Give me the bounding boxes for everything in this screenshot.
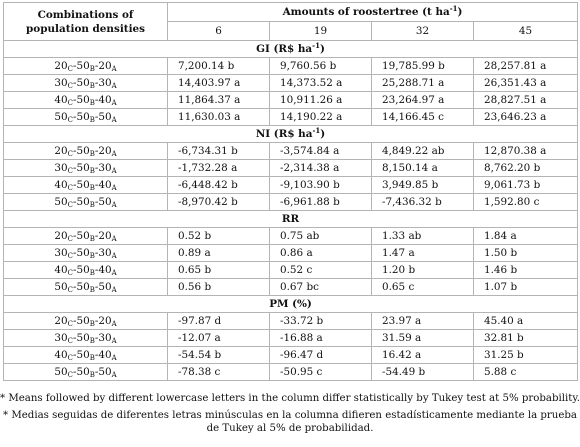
table-row bbox=[4, 228, 578, 245]
table-row bbox=[4, 109, 578, 126]
value-cell: 19,785.99 b bbox=[372, 58, 474, 75]
table-row bbox=[4, 75, 578, 92]
combination-label: $50_C-50_B-50_A$ bbox=[4, 279, 168, 296]
value-cell: -7,436.32 b bbox=[372, 194, 474, 211]
value-cell: -12.07 a bbox=[168, 330, 270, 347]
value-cell: 11,864.37 a bbox=[168, 92, 270, 109]
value-cell: 45.40 a bbox=[474, 313, 578, 330]
value-cell: 4,849.22 ab bbox=[372, 143, 474, 160]
value-cell: 0.52 c bbox=[270, 262, 372, 279]
level-header: 19 bbox=[270, 22, 372, 41]
value-cell: -54.54 b bbox=[168, 347, 270, 364]
value-cell: 0.67 bc bbox=[270, 279, 372, 296]
value-cell: 0.75 ab bbox=[270, 228, 372, 245]
table-row bbox=[4, 330, 578, 347]
value-cell: 14,190.22 a bbox=[270, 109, 372, 126]
value-cell: -16.88 a bbox=[270, 330, 372, 347]
value-cell: 1.50 b bbox=[474, 245, 578, 262]
value-cell: 3,949.85 b bbox=[372, 177, 474, 194]
combination-label: $30_C-50_B-30_A$ bbox=[4, 245, 168, 262]
value-cell: -6,448.42 b bbox=[168, 177, 270, 194]
table-body bbox=[4, 41, 578, 381]
value-cell: 0.65 c bbox=[372, 279, 474, 296]
value-cell: 0.52 b bbox=[168, 228, 270, 245]
table-row bbox=[4, 245, 578, 262]
value-cell: 1,592.80 c bbox=[474, 194, 578, 211]
value-cell: -8,970.42 b bbox=[168, 194, 270, 211]
value-cell: 23,646.23 a bbox=[474, 109, 578, 126]
value-cell: 16.42 a bbox=[372, 347, 474, 364]
table-row bbox=[4, 194, 578, 211]
table-row bbox=[4, 313, 578, 330]
section-header-row bbox=[4, 126, 578, 143]
value-cell: 1.33 ab bbox=[372, 228, 474, 245]
combination-label: $50_C-50_B-50_A$ bbox=[4, 364, 168, 381]
combination-label: $30_C-50_B-30_A$ bbox=[4, 160, 168, 177]
results-table bbox=[3, 2, 578, 381]
table-row bbox=[4, 58, 578, 75]
value-cell: 0.65 b bbox=[168, 262, 270, 279]
value-cell: -2,314.38 a bbox=[270, 160, 372, 177]
combination-label: $50_C-50_B-50_A$ bbox=[4, 109, 168, 126]
value-cell: 8,762.20 b bbox=[474, 160, 578, 177]
value-cell: 28,257.81 a bbox=[474, 58, 578, 75]
value-cell: 0.89 a bbox=[168, 245, 270, 262]
value-cell: 1.46 b bbox=[474, 262, 578, 279]
table-row bbox=[4, 143, 578, 160]
footnotes bbox=[0, 392, 580, 439]
level-header: 32 bbox=[372, 22, 474, 41]
value-cell: 10,911.26 a bbox=[270, 92, 372, 109]
combination-label: $40_C-50_B-40_A$ bbox=[4, 92, 168, 109]
section-header-row bbox=[4, 296, 578, 313]
value-cell: 9,061.73 b bbox=[474, 177, 578, 194]
value-cell: -6,961.88 b bbox=[270, 194, 372, 211]
value-cell: -1,732.28 a bbox=[168, 160, 270, 177]
value-cell: -97.87 d bbox=[168, 313, 270, 330]
value-cell: 23.97 a bbox=[372, 313, 474, 330]
value-cell: 5.88 c bbox=[474, 364, 578, 381]
value-cell: 31.59 a bbox=[372, 330, 474, 347]
footnote-spanish: * Medias seguidas de diferentes letras minúsculas en la columna difieren estadísticamente mediante la prueba de Tukey al 5% de probabilidad. bbox=[3, 410, 577, 434]
table-row bbox=[4, 160, 578, 177]
value-cell: -96.47 d bbox=[270, 347, 372, 364]
value-cell: -9,103.90 b bbox=[270, 177, 372, 194]
value-cell: 25,288.71 a bbox=[372, 75, 474, 92]
table-row bbox=[4, 177, 578, 194]
value-cell: -3,574.84 a bbox=[270, 143, 372, 160]
value-cell: -78.38 c bbox=[168, 364, 270, 381]
section-title: RR bbox=[4, 211, 578, 228]
value-cell: 28,827.51 a bbox=[474, 92, 578, 109]
value-cell: 14,166.45 c bbox=[372, 109, 474, 126]
combination-label: $40_C-50_B-40_A$ bbox=[4, 177, 168, 194]
combination-label: $20_C-50_B-20_A$ bbox=[4, 58, 168, 75]
value-cell: 12,870.38 a bbox=[474, 143, 578, 160]
combination-label: $50_C-50_B-50_A$ bbox=[4, 194, 168, 211]
combination-label: $20_C-50_B-20_A$ bbox=[4, 228, 168, 245]
value-cell: 11,630.03 a bbox=[168, 109, 270, 126]
value-cell: 31.25 b bbox=[474, 347, 578, 364]
table-row bbox=[4, 279, 578, 296]
value-cell: 8,150.14 a bbox=[372, 160, 474, 177]
combination-label: $20_C-50_B-20_A$ bbox=[4, 143, 168, 160]
section-title: PM (%) bbox=[4, 296, 578, 313]
combinations-header: Combinations of population densities bbox=[4, 3, 168, 41]
combination-label: $40_C-50_B-40_A$ bbox=[4, 262, 168, 279]
value-cell: 26,351.43 a bbox=[474, 75, 578, 92]
combination-label: $20_C-50_B-20_A$ bbox=[4, 313, 168, 330]
value-cell: 1.84 a bbox=[474, 228, 578, 245]
amounts-header: Amounts of roostertree (t $ha^{-1}$) bbox=[168, 3, 578, 22]
value-cell: 23,264.97 a bbox=[372, 92, 474, 109]
value-cell: -54.49 b bbox=[372, 364, 474, 381]
value-cell: 32.81 b bbox=[474, 330, 578, 347]
value-cell: -50.95 c bbox=[270, 364, 372, 381]
section-header-row bbox=[4, 41, 578, 58]
table-row bbox=[4, 262, 578, 279]
value-cell: -6,734.31 b bbox=[168, 143, 270, 160]
value-cell: 0.56 b bbox=[168, 279, 270, 296]
level-header: 6 bbox=[168, 22, 270, 41]
value-cell: 14,373.52 a bbox=[270, 75, 372, 92]
value-cell: -33.72 b bbox=[270, 313, 372, 330]
level-header: 45 bbox=[474, 22, 578, 41]
value-cell: 0.86 a bbox=[270, 245, 372, 262]
value-cell: 14,403.97 a bbox=[168, 75, 270, 92]
footnote-english: * Means followed by different lowercase letters in the column differ statistically by Tukey test at 5% probability. bbox=[0, 393, 580, 404]
section-title: NI (R$ $ha^{-1}$) bbox=[4, 126, 578, 143]
table-row bbox=[4, 364, 578, 381]
table-row bbox=[4, 347, 578, 364]
combination-label: $30_C-50_B-30_A$ bbox=[4, 75, 168, 92]
section-header-row bbox=[4, 211, 578, 228]
section-title: GI (R$ $ha^{-1}$) bbox=[4, 41, 578, 58]
value-cell: 1.47 a bbox=[372, 245, 474, 262]
value-cell: 9,760.56 b bbox=[270, 58, 372, 75]
table-row bbox=[4, 92, 578, 109]
combination-label: $30_C-50_B-30_A$ bbox=[4, 330, 168, 347]
value-cell: 7,200.14 b bbox=[168, 58, 270, 75]
combination-label: $40_C-50_B-40_A$ bbox=[4, 347, 168, 364]
value-cell: 1.20 b bbox=[372, 262, 474, 279]
value-cell: 1.07 b bbox=[474, 279, 578, 296]
